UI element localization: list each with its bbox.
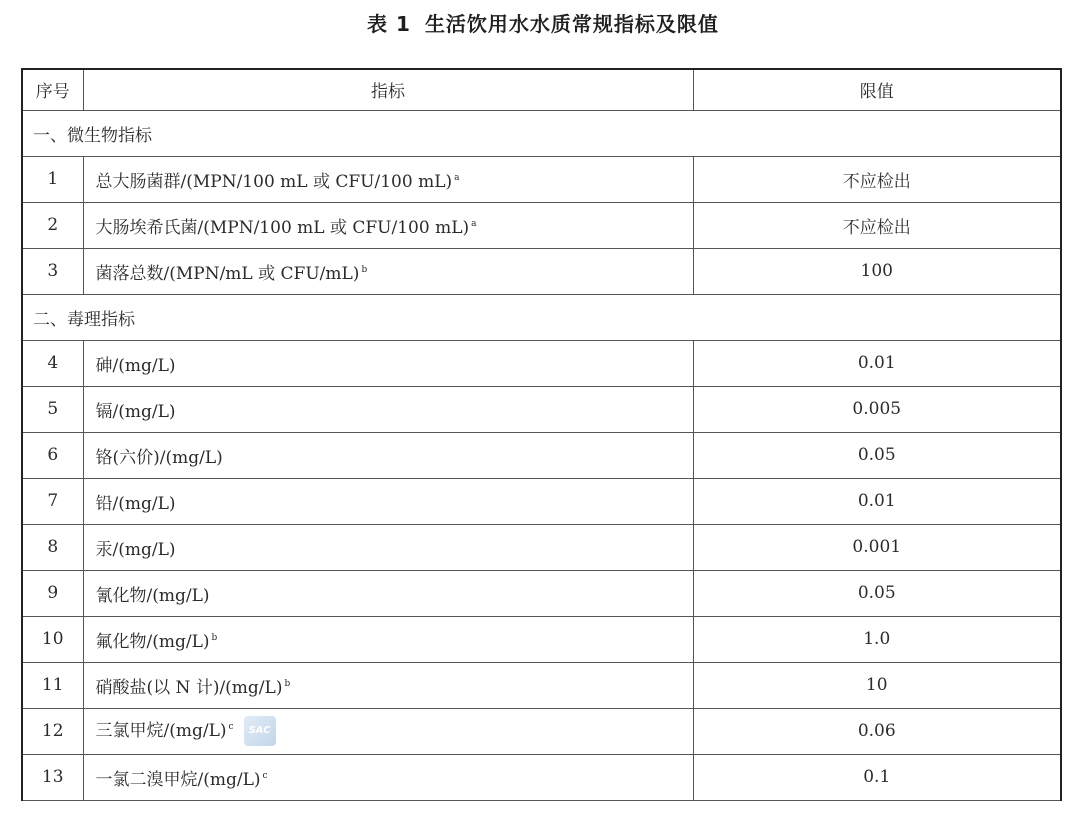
table-row: [22, 662, 1061, 708]
row-number: 3: [22, 248, 83, 294]
indicator-text: 总大肠菌群/(MPN/100 mL 或 CFU/100 mL): [95, 171, 453, 192]
indicator-cell: [83, 662, 693, 708]
indicator-cell: [83, 248, 693, 294]
indicator-cell: [83, 432, 693, 478]
table-row: [22, 616, 1061, 662]
limit-cell: 0.01: [693, 340, 1061, 386]
table-number: 表 1: [367, 12, 411, 36]
indicator-cell: [83, 156, 693, 202]
table-row: [22, 708, 1061, 754]
footnote-marker: c: [228, 722, 234, 733]
table-row: [22, 524, 1061, 570]
header-indicator: 指标: [83, 69, 693, 110]
table-row: [22, 432, 1061, 478]
header-row: [22, 69, 1061, 110]
limit-cell: 0.001: [693, 524, 1061, 570]
limit-cell: 0.01: [693, 478, 1061, 524]
row-number: 4: [22, 340, 83, 386]
limit-cell: 0.06: [693, 708, 1061, 754]
footnote-marker: b: [211, 632, 218, 643]
limit-cell: 不应检出: [693, 156, 1061, 202]
table-row: [22, 248, 1061, 294]
indicator-text: 镉/(mg/L): [95, 401, 176, 422]
indicator-cell: [83, 202, 693, 248]
row-number: 13: [22, 754, 83, 800]
indicator-text: 汞/(mg/L): [95, 539, 176, 560]
row-number: 11: [22, 662, 83, 708]
indicator-text: 氟化物/(mg/L): [95, 631, 210, 652]
indicator-cell: [83, 754, 693, 800]
header-no: 序号: [22, 69, 83, 110]
section-row: [22, 110, 1061, 156]
indicator-text: 三氯甲烷/(mg/L): [95, 720, 227, 741]
indicator-text: 铅/(mg/L): [95, 493, 176, 514]
section-label: 二、毒理指标: [22, 294, 1061, 340]
table-row: [22, 570, 1061, 616]
limit-cell: 0.005: [693, 386, 1061, 432]
row-number: 2: [22, 202, 83, 248]
indicator-text: 铬(六价)/(mg/L): [95, 447, 223, 468]
table-row: [22, 386, 1061, 432]
table-title: [0, 8, 1080, 40]
indicator-cell: [83, 340, 693, 386]
row-number: 10: [22, 616, 83, 662]
footnote-marker: b: [361, 264, 368, 275]
limit-cell: 10: [693, 662, 1061, 708]
indicator-text: 硝酸盐(以 N 计)/(mg/L): [95, 677, 283, 698]
table-caption: 生活饮用水水质常规指标及限值: [424, 12, 719, 36]
water-quality-table: [21, 68, 1062, 801]
indicator-cell: [83, 570, 693, 616]
header-limit: 限值: [693, 69, 1061, 110]
table-row: [22, 754, 1061, 800]
indicator-text: 菌落总数/(MPN/mL 或 CFU/mL): [95, 263, 360, 284]
limit-cell: 0.1: [693, 754, 1061, 800]
indicator-cell: [83, 616, 693, 662]
table-row: [22, 202, 1061, 248]
limit-cell: 1.0: [693, 616, 1061, 662]
row-number: 7: [22, 478, 83, 524]
indicator-text: 氰化物/(mg/L): [95, 585, 210, 606]
row-number: 12: [22, 708, 83, 754]
table-body: [22, 110, 1061, 800]
footnote-marker: c: [262, 770, 268, 781]
row-number: 8: [22, 524, 83, 570]
section-label: 一、微生物指标: [22, 110, 1061, 156]
row-number: 5: [22, 386, 83, 432]
limit-cell: 0.05: [693, 432, 1061, 478]
footnote-marker: b: [284, 678, 291, 689]
table-row: [22, 340, 1061, 386]
indicator-text: 砷/(mg/L): [95, 355, 176, 376]
indicator-text: 一氯二溴甲烷/(mg/L): [95, 769, 261, 790]
section-row: [22, 294, 1061, 340]
footnote-marker: a: [471, 218, 477, 229]
footnote-marker: a: [454, 172, 460, 183]
row-number: 9: [22, 570, 83, 616]
indicator-cell: [83, 386, 693, 432]
indicator-text: 大肠埃希氏菌/(MPN/100 mL 或 CFU/100 mL): [95, 217, 470, 238]
limit-cell: 100: [693, 248, 1061, 294]
table-row: [22, 156, 1061, 202]
table-row: [22, 478, 1061, 524]
indicator-cell: [83, 708, 693, 754]
indicator-cell: [83, 478, 693, 524]
indicator-cell: [83, 524, 693, 570]
row-number: 1: [22, 156, 83, 202]
limit-cell: 不应检出: [693, 202, 1061, 248]
sac-watermark-logo: SAC: [244, 716, 276, 746]
row-number: 6: [22, 432, 83, 478]
limit-cell: 0.05: [693, 570, 1061, 616]
